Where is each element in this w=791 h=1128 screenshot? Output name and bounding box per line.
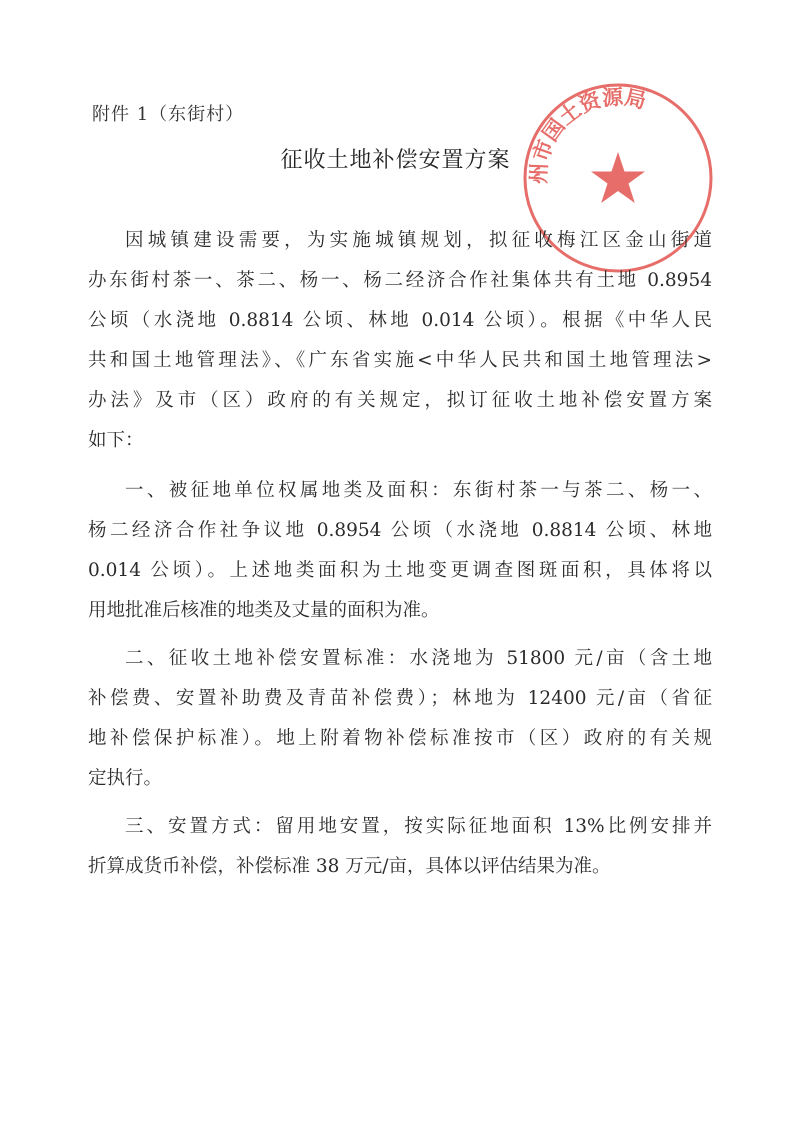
paragraph-line: 二、征收土地补偿安置标准：水浇地为 51800 元/亩（含土地 (125, 648, 712, 669)
paragraph-line: 三、安置方式：留用地安置，按实际征地面积 13%比例安排并 (125, 816, 712, 837)
paragraph-line: 共和国土地管理法》、《广东省实施<中华人民共和国土地管理法> (88, 350, 712, 371)
paragraph-line: 如下： (88, 430, 144, 451)
paragraph-line: 因城镇建设需要，为实施城镇规划，拟征收梅江区金山街道 (125, 230, 712, 251)
paragraph-line: 公顷（水浇地 0.8814 公顷、林地 0.014 公顷）。根据《中华人民 (88, 310, 712, 331)
paragraph-line: 一、被征地单位权属地类及面积：东街村茶一与茶二、杨一、 (125, 480, 712, 501)
document-title: 征收土地补偿安置方案 (280, 148, 511, 173)
paragraph-line: 杨二经济合作社争议地 0.8954 公顷（水浇地 0.8814 公顷、林地 (88, 520, 712, 541)
paragraph-line: 0.014 公顷）。上述地类面积为土地变更调查图斑面积，具体将以 (88, 560, 712, 581)
seal-text: 州市国土资源局 (526, 84, 649, 185)
paragraph-line: 定执行。 (88, 768, 163, 789)
paragraph-line: 用地批准后核准的地类及丈量的面积为准。 (88, 600, 440, 621)
paragraph-line: 办东街村茶一、茶二、杨一、杨二经济合作社集体共有土地 0.8954 (88, 270, 712, 291)
paragraph-line: 补偿费、安置补助费及青苗补偿费）；林地为 12400 元/亩（省征 (88, 688, 712, 709)
paragraph-line: 办法》及市（区）政府的有关规定，拟订征收土地补偿安置方案 (88, 390, 712, 411)
paragraph-line: 折算成货币补偿，补偿标准 38 万元/亩，具体以评估结果为准。 (88, 856, 611, 877)
attachment-label: 附件 1（东街村） (92, 104, 245, 125)
paragraph-line: 地补偿保护标准）。地上附着物补偿标准按市（区）政府的有关规 (88, 728, 712, 749)
